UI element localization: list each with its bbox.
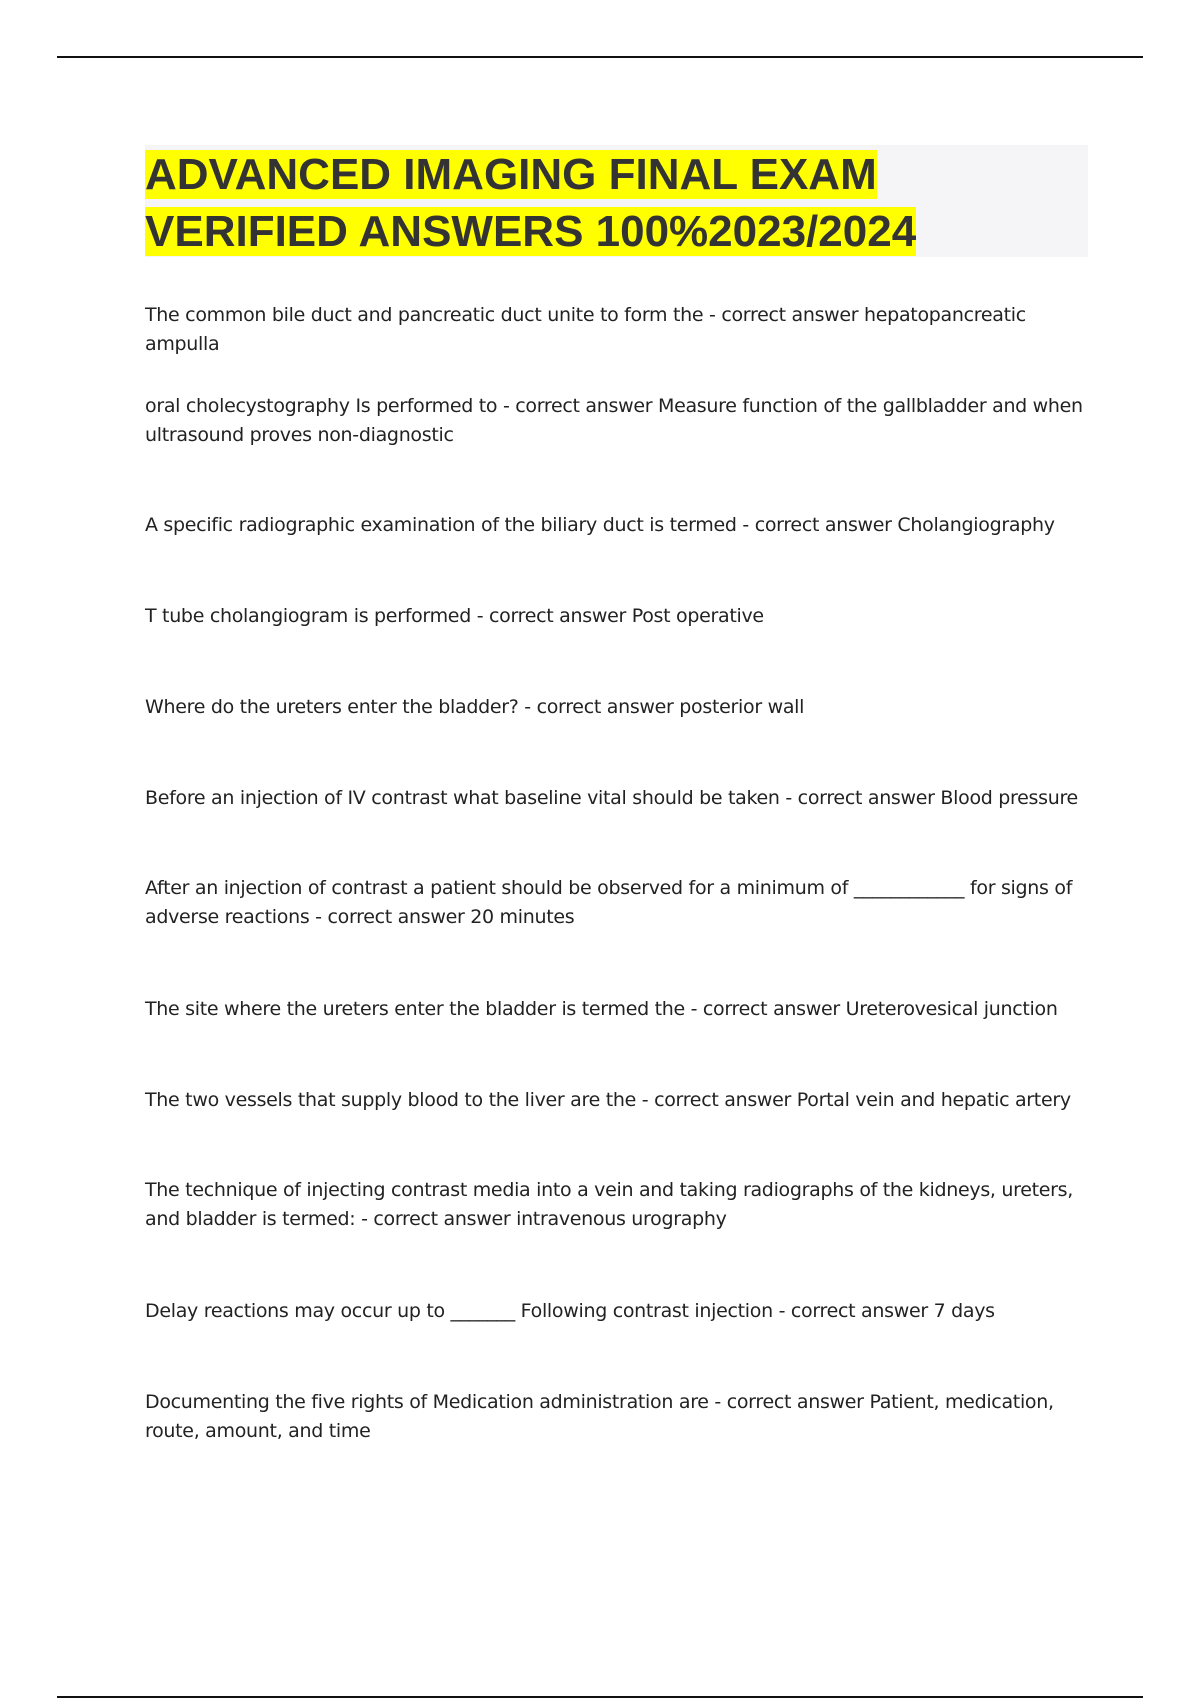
bottom-divider bbox=[57, 1696, 1143, 1698]
qa-item-9: The two vessels that supply blood to the liver are the - correct answer Portal vein and hepatic artery bbox=[145, 1089, 1071, 1111]
qa-item-4: T tube cholangiogram is performed - correct answer Post operative bbox=[145, 605, 764, 627]
qa-item-10: The technique of injecting contrast media into a vein and taking radiographs of the kidneys, ureters, and bladder is termed: - correct answer intravenous urography bbox=[145, 1179, 1074, 1230]
qa-item-3: A specific radiographic examination of the biliary duct is termed - correct answer Cholangiography bbox=[145, 514, 1055, 536]
qa-item-5: Where do the ureters enter the bladder? - correct answer posterior wall bbox=[145, 696, 805, 718]
document-title bbox=[145, 146, 1085, 260]
qa-item-1: The common bile duct and pancreatic duct unite to form the - correct answer hepatopancreatic ampulla bbox=[145, 304, 1026, 355]
top-divider bbox=[57, 56, 1143, 58]
title-line-1: ADVANCED IMAGING FINAL EXAM bbox=[145, 150, 877, 199]
qa-item-2: oral cholecystography Is performed to - correct answer Measure function of the gallbladder and when ultrasound proves non-diagnostic bbox=[145, 395, 1083, 446]
title-line-2: VERIFIED ANSWERS 100%2023/2024 bbox=[145, 207, 917, 256]
qa-item-6: Before an injection of IV contrast what baseline vital should be taken - correct answer Blood pressure bbox=[145, 787, 1078, 809]
qa-item-12: Documenting the five rights of Medication administration are - correct answer Patient, medication, route, amount, and time bbox=[145, 1391, 1054, 1442]
qa-item-11: Delay reactions may occur up to _______ Following contrast injection - correct answer 7 days bbox=[145, 1300, 995, 1322]
qa-item-8: The site where the ureters enter the bladder is termed the - correct answer Ureterovesical junction bbox=[145, 998, 1058, 1020]
qa-item-7: After an injection of contrast a patient should be observed for a minimum of ____________ for signs of adverse reactions - correct answer 20 minutes bbox=[145, 877, 1073, 928]
